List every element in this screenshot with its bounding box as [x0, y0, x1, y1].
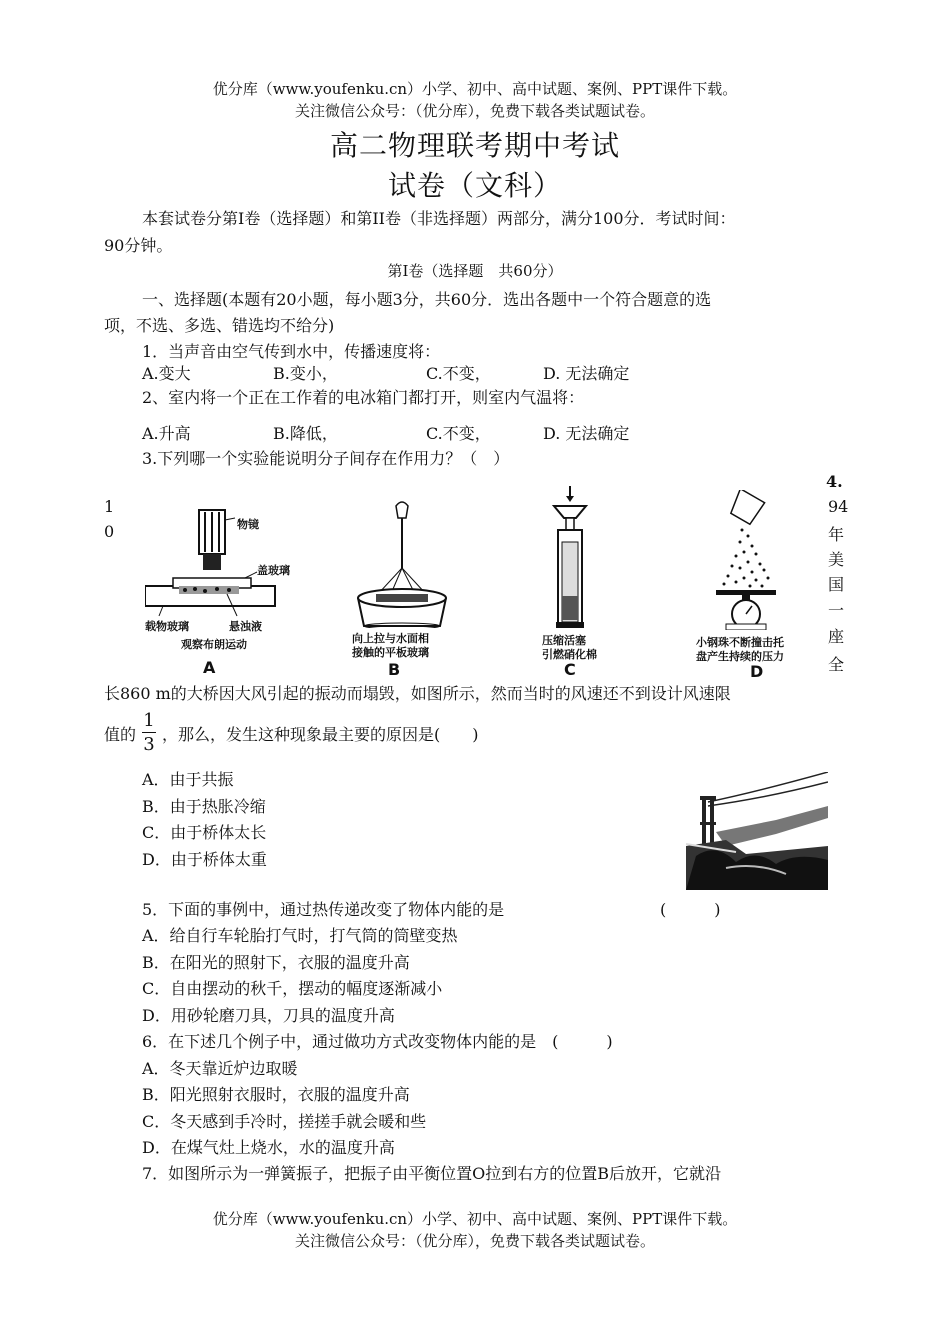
q4-right-char-3: 美	[828, 550, 845, 569]
q5-option-b: B．在阳光的照射下，衣服的温度升高	[142, 953, 410, 972]
q4-option-a: A．由于共振	[142, 770, 234, 789]
q3-figure-a-letter: A	[203, 658, 216, 677]
q4-left-char-2: 0	[104, 522, 115, 541]
q1-option-b: B.变小，	[273, 364, 338, 383]
q2-option-b: B.降低，	[273, 424, 338, 443]
q4-number: 4.	[826, 472, 843, 491]
piston-cylinder-diagram	[540, 486, 630, 628]
q5-option-d: D．用砂轮磨刀具，刀具的温度升高	[142, 1006, 395, 1025]
q4-right-char-4: 国	[828, 575, 845, 594]
q3-figure-c-caption-2: 引燃硝化棉	[542, 648, 597, 661]
q3-figure-c	[540, 486, 630, 678]
q1-option-d: D. 无法确定	[543, 364, 630, 383]
section-instructions-2: 项，不选、多选、错选均不给分)	[104, 316, 335, 335]
q3-figure-c-letter: C	[564, 660, 576, 679]
q5-answer-paren: ( )	[660, 900, 721, 919]
label-slide-glass: 载物玻璃	[145, 620, 189, 633]
q4-option-c: C．由于桥体太长	[142, 823, 267, 842]
q4-line-2-post: ，那么，发生这种现象最主要的原因是( )	[162, 725, 479, 744]
q4-line-2-pre: 值的	[104, 725, 137, 744]
q4-right-char-5: 一	[828, 601, 845, 620]
q4-line-1: 长860 m的大桥因大风引起的振动而塌毁，如图所示，然而当时的风速还不到设计风速限	[104, 684, 731, 703]
q4-option-b: B．由于热胀冷缩	[142, 797, 266, 816]
q6-option-c: C．冬天感到手冷时，搓搓手就会暖和些	[142, 1112, 427, 1131]
q5-stem: 5．下面的事例中，通过热传递改变了物体内能的是	[142, 900, 505, 919]
q1-stem: 1．当声音由空气传到水中，传播速度将：	[142, 342, 441, 361]
q4-right-char-2: 年	[828, 525, 845, 544]
q4-option-d: D．由于桥体太重	[142, 850, 267, 869]
q3-figure-d-caption-1: 小钢珠不断撞击托	[696, 636, 784, 649]
q4-left-char-1: 1	[104, 497, 115, 516]
exam-subtitle: 试卷（文科）	[387, 169, 562, 202]
q1-option-a: A.变大	[142, 364, 191, 383]
scale-pellets-diagram	[696, 490, 816, 630]
q4-right-char-1: 94	[828, 497, 849, 516]
q2-option-a: A.升高	[142, 424, 191, 443]
q5-option-a: A．给自行车轮胎打气时，打气筒的筒壁变热	[142, 926, 458, 945]
q4-fraction	[142, 710, 156, 755]
q3-figure-c-caption-1: 压缩活塞	[542, 634, 586, 647]
label-objective-lens: 物镜	[237, 518, 259, 531]
q1-option-c: C.不变，	[426, 364, 491, 383]
intro-line-2: 90分钟。	[104, 236, 173, 255]
q6-option-d: D．在煤气灶上烧水，水的温度升高	[142, 1138, 395, 1157]
q7-stem: 7．如图所示为一弹簧振子，把振子由平衡位置O拉到右方的位置B后放开，它就沿	[142, 1164, 722, 1183]
exam-title: 高二物理联考期中考试	[329, 129, 620, 162]
label-suspension: 悬浊液	[229, 620, 262, 633]
q3-figure-d-caption-2: 盘产生持续的压力	[696, 650, 784, 663]
q2-stem: 2、室内将一个正在工作着的电冰箱门都打开，则室内气温将：	[142, 388, 585, 407]
q3-figure-b-caption-2: 接触的平板玻璃	[352, 646, 429, 659]
intro-line-1: 本套试卷分第I卷（选择题）和第II卷（非选择题）两部分，满分100分．考试时间：	[142, 209, 736, 228]
q6-option-a: A．冬天靠近炉边取暖	[142, 1059, 298, 1078]
q2-option-c: C.不变，	[426, 424, 491, 443]
q5-option-c: C．自由摆动的秋千，摆动的幅度逐渐减小	[142, 979, 443, 998]
q3-figure-b-letter: B	[388, 660, 401, 679]
header-line-1: 优分库（www.youfenku.cn）小学、初中、高中试题、案例、PPT课件下载。	[212, 80, 738, 98]
q3-figure-d	[696, 490, 816, 681]
q3-figure-a-caption: 观察布朗运动	[181, 638, 247, 651]
label-cover-glass: 盖玻璃	[257, 564, 290, 577]
glass-plate-diagram	[350, 498, 460, 628]
q4-fraction-numerator: 1	[143, 710, 155, 731]
q4-fraction-denominator: 3	[143, 734, 155, 755]
q6-option-b: B．阳光照射衣服时，衣服的温度升高	[142, 1085, 410, 1104]
q3-figure-a	[145, 498, 290, 678]
section-instructions-1: 一、选择题(本题有20小题，每小题3分，共60分．选出各题中一个符合题意的选	[142, 290, 712, 309]
bridge-photo	[686, 772, 828, 890]
q6-stem: 6．在下述几个例子中，通过做功方式改变物体内能的是 ( )	[142, 1032, 613, 1051]
header-line-2: 关注微信公众号：（优分库），免费下载各类试题试卷。	[294, 102, 655, 120]
footer-line-2: 关注微信公众号：（优分库），免费下载各类试题试卷。	[294, 1232, 655, 1250]
collapsed-bridge-image	[686, 772, 828, 890]
q3-figure-b-caption-1: 向上拉与水面相	[352, 632, 429, 645]
section-heading: 第Ⅰ卷（选择题 共60分）	[387, 262, 563, 280]
q3-figure-d-letter: D	[750, 662, 764, 681]
q4-right-char-7: 全	[828, 655, 845, 674]
q4-right-char-6: 座	[828, 627, 845, 646]
q3-stem: 3.下列哪一个实验能说明分子间存在作用力？（ ）	[142, 449, 510, 468]
q2-option-d: D. 无法确定	[543, 424, 630, 443]
footer-line-1: 优分库（www.youfenku.cn）小学、初中、高中试题、案例、PPT课件下载。	[212, 1210, 738, 1228]
q3-figure-b	[350, 498, 460, 678]
